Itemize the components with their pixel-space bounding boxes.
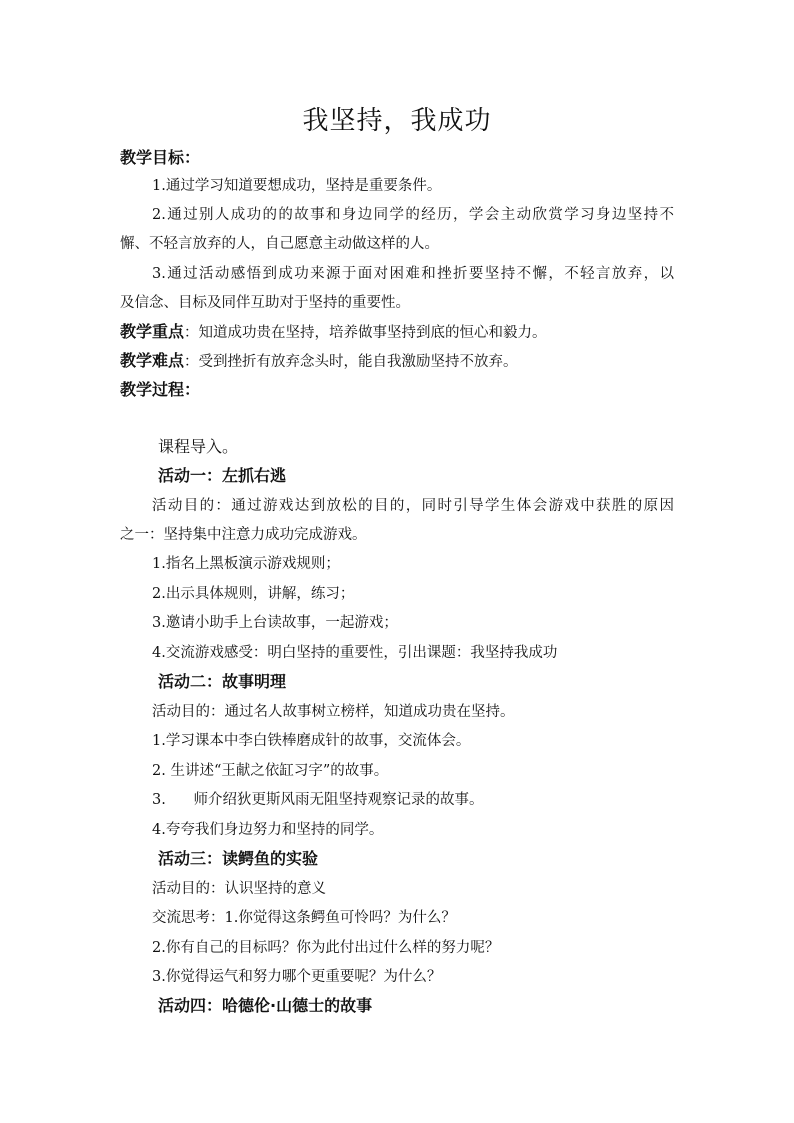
objectives-label: 教学目标：: [120, 148, 201, 167]
activity-2-step: 3. 师介绍狄更斯风雨无阻坚持观察记录的故事。: [152, 792, 484, 808]
activity-1-purpose-line-2: 之一：坚持集中注意力成功完成游戏。: [120, 527, 367, 543]
objective-item-2-line-2: 懈、不轻言放弃的人，自己愿意主动做这样的人。: [120, 236, 439, 252]
course-intro: 课程导入。: [158, 437, 239, 456]
activity-3-question: 2.你有自己的目标吗？你为此付出过什么样的努力呢？: [152, 940, 500, 956]
activity-3-question: 交流思考：1.你觉得这条鳄鱼可怜吗？为什么？: [152, 910, 456, 926]
activity-2-heading: 活动二：故事明理: [158, 672, 287, 691]
activity-2-step: 4.夸夸我们身边努力和坚持的同学。: [152, 822, 384, 838]
difficulty-label: 教学难点: [120, 351, 185, 370]
objective-item-1: 1.通过学习知道要想成功，坚持是重要条件。: [152, 178, 442, 194]
key-point-label: 教学重点: [120, 322, 185, 341]
objective-item-3-line-2: 及信念、目标及同伴互助对于坚持的重要性。: [120, 295, 410, 311]
activity-2-purpose: 活动目的：通过名人故事树立榜样，知道成功贵在坚持。: [152, 704, 515, 720]
objective-item-3-line-1: 3.通过活动感悟到成功来源于面对困难和挫折要坚持不懈，不轻言放弃，以: [152, 266, 674, 282]
activity-2-step: 1.学习课本中李白铁棒磨成针的故事，交流体会。: [152, 733, 471, 749]
activity-1-step: 1.指名上黑板演示游戏规则；: [152, 556, 340, 572]
activity-2-step: 2. 生讲述“王献之依缸习字”的故事。: [152, 763, 389, 779]
difficulty-text: ：受到挫折有放弃念头时，能自我激励坚持不放弃。: [184, 354, 518, 370]
objective-item-2-line-1: 2.通过别人成功的的故事和身边同学的经历，学会主动欣赏学习身边坚持不: [152, 207, 674, 223]
activity-4-heading: 活动四：哈德伦·山德士的故事: [158, 996, 373, 1015]
activity-1-purpose-line-1: 活动目的：通过游戏达到放松的目的，同时引导学生体会游戏中获胜的原因: [152, 498, 674, 514]
activity-1-heading: 活动一：左抓右逃: [158, 466, 287, 485]
activity-1-step: 3.邀请小助手上台读故事，一起游戏；: [152, 615, 398, 631]
process-label: 教学过程：: [120, 380, 201, 399]
activity-1-step: 4.交流游戏感受：明白坚持的重要性，引出课题：我坚持我成功: [152, 645, 558, 661]
activity-3-heading: 活动三：读鳄鱼的实验: [158, 849, 319, 868]
activity-1-step: 2.出示具体规则，讲解，练习；: [152, 586, 355, 602]
activity-3-purpose: 活动目的：认识坚持的意义: [152, 881, 326, 897]
activity-3-question: 3.你觉得运气和努力哪个更重要呢？为什么？: [152, 969, 442, 985]
key-point-text: ：知道成功贵在坚持，培养做事坚持到底的恒心和毅力。: [184, 325, 547, 341]
difficulty: [120, 351, 518, 372]
key-point: [120, 322, 547, 343]
document-title: 我坚持，我成功: [302, 106, 492, 136]
